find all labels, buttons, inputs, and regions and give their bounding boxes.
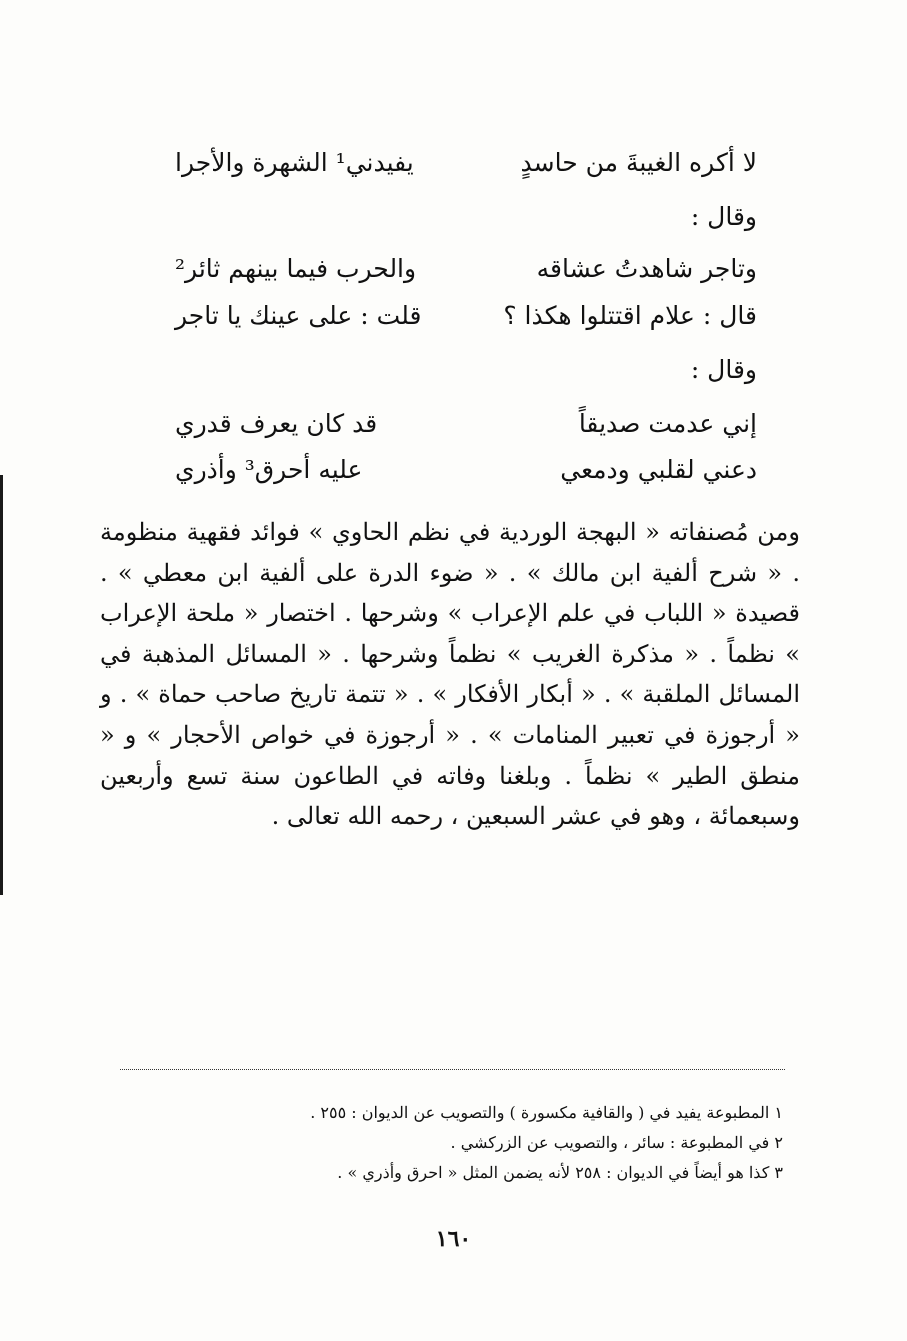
verse-5-first-hemistich: دعني لقلبي ودمعي: [560, 455, 757, 484]
verse-1-second-hemistich: يفيدني¹ الشهرة والأجرا: [175, 148, 414, 177]
verse-line-3: [175, 301, 757, 330]
intro-line-1: وقال :: [690, 202, 757, 231]
verse-line-2: [175, 254, 757, 283]
footnote-separator: [120, 1069, 785, 1070]
verse-line-4: [175, 409, 757, 438]
verse-3-first-hemistich: قال : علام اقتتلوا هكذا ؟: [503, 301, 757, 330]
footnotes: [143, 1098, 783, 1188]
verse-1-first-hemistich: لا أكره الغيبةَ من حاسدٍ: [520, 148, 757, 177]
verse-2-first-hemistich: وتاجر شاهدتُ عشاقه: [536, 254, 757, 283]
body-paragraph: [100, 512, 800, 837]
verse-line-5: [175, 455, 757, 484]
verse-3-second-hemistich: قلت : على عينك يا تاجر: [175, 301, 422, 330]
intro-line-2: وقال :: [690, 355, 757, 384]
verse-line-1: [175, 148, 757, 177]
footnote-1: ١ المطبوعة يفيد في ( والقافية مكسورة ) والتصويب عن الديوان : ٢٥٥ .: [310, 1103, 783, 1122]
page-number: ١٦٠: [435, 1226, 472, 1252]
verse-4-first-hemistich: إني عدمت صديقاً: [578, 409, 757, 438]
body-text: ومن مُصنفاته « البهجة الوردية في نظم الحاوي » فوائد فقهية منظومة . « شرح ألفية ابن مالك » . « ضوء الدرة على ألفية ابن معطي » . قصيدة « اللباب في علم الإعراب » وشرحها . اختصار « ملحة الإعراب » نظماً . « مذكرة الغريب » نظماً وشرحها . « المسائل المذهبة في المسائل الملقبة » . « أبكار الأفكار » . « تتمة تاريخ صاحب حماة » . و « أرجوزة في تعبير المنامات » . « أرجوزة في خواص الأحجار » و « منطق الطير » نظماً . وبلغنا وفاته في الطاعون سنة تسع وأربعين وسبعمائة ، وهو في عشر السبعين ، رحمه الله تعالى .: [100, 518, 800, 831]
verse-4-second-hemistich: قد كان يعرف قدري: [175, 409, 378, 438]
footnote-2: ٢ في المطبوعة : سائر ، والتصويب عن الزركشي .: [450, 1133, 783, 1152]
verse-2-second-hemistich: والحرب فيما بينهم ثائر²: [175, 254, 417, 283]
footnote-3: ٣ كذا هو أيضاً في الديوان : ٢٥٨ لأنه يضمن المثل « احرق وأذري » .: [337, 1163, 783, 1182]
verse-5-second-hemistich: عليه أحرق³ وأذري: [175, 455, 363, 484]
